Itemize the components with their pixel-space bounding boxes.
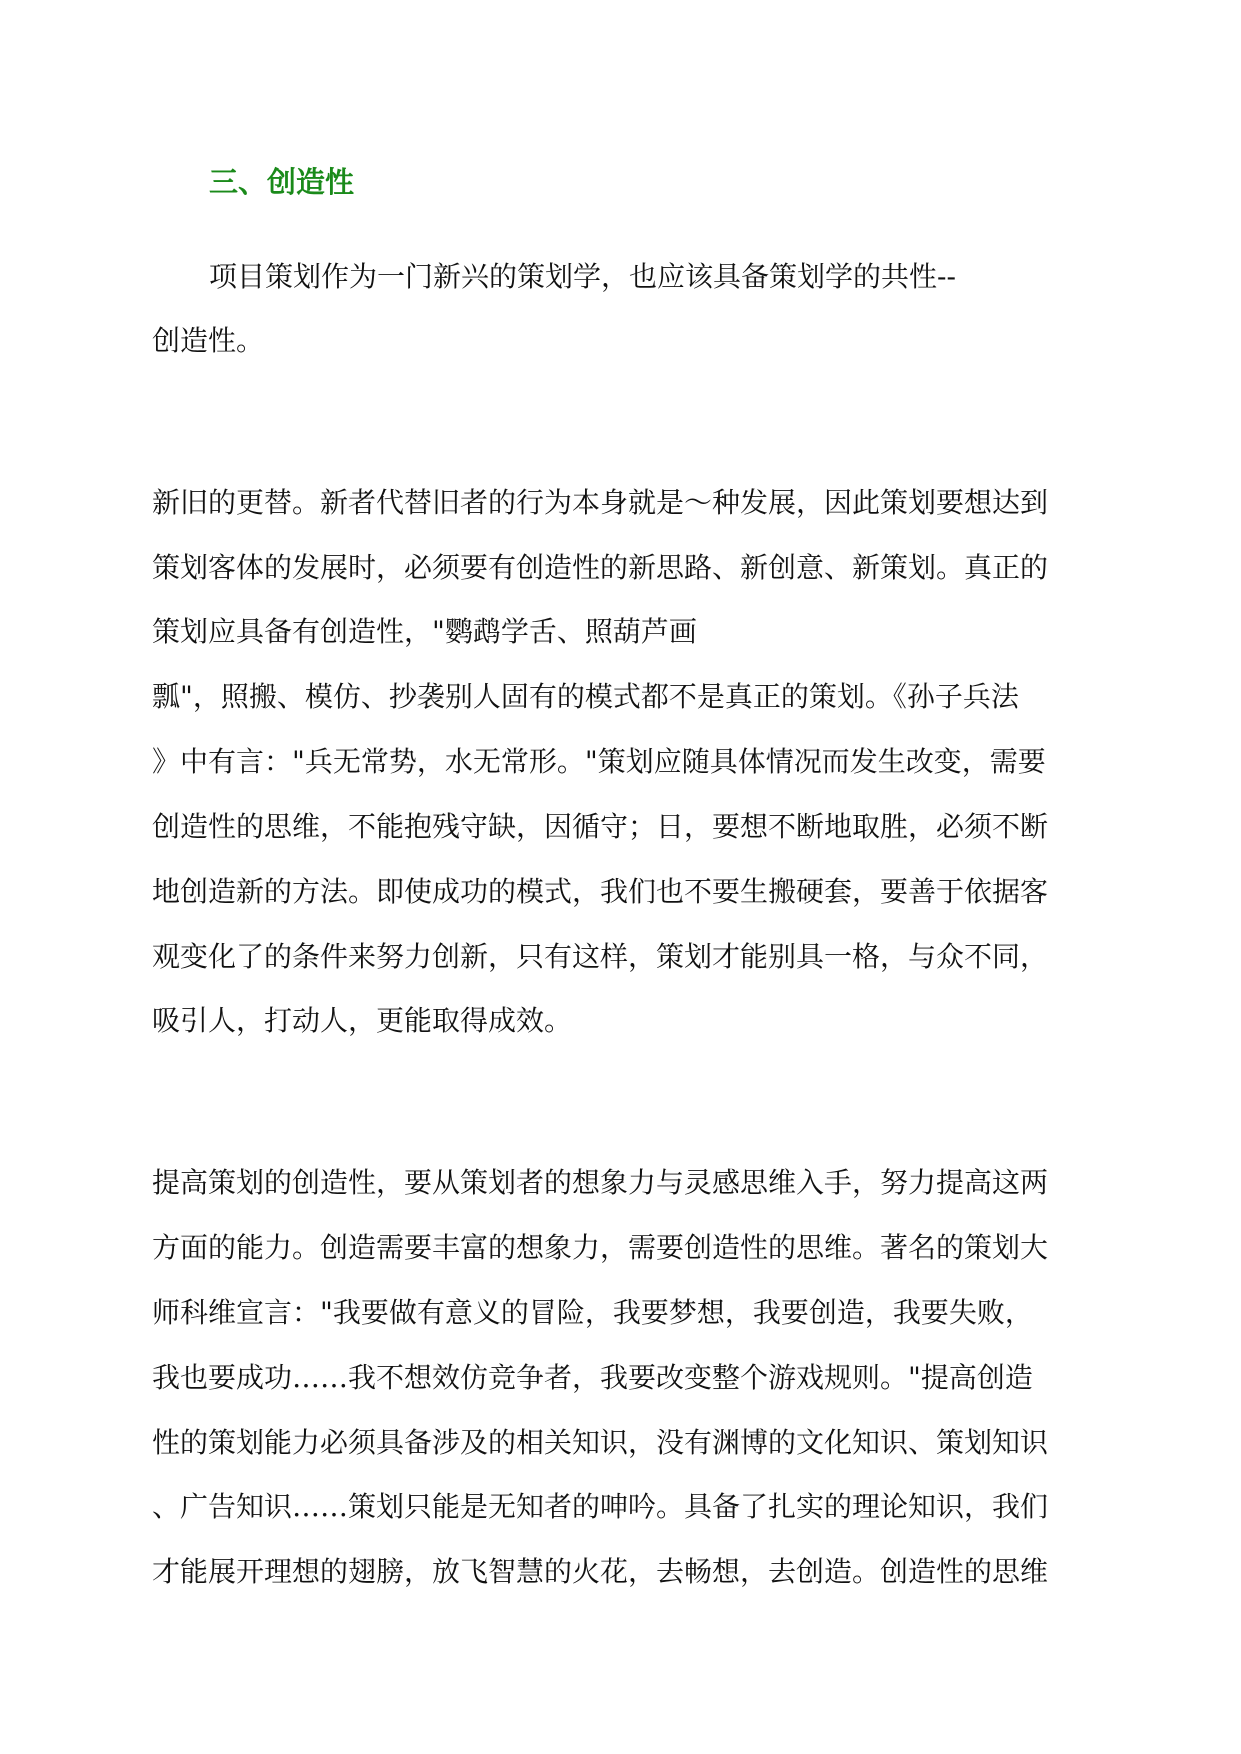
text-line: 地创造新的方法。即使成功的模式，我们也不要生搬硬套，要善于依据客 [152,875,1049,908]
text-line: 才能展开理想的翅膀，放飞智慧的火花，去畅想，去创造。创造性的思维 [152,1555,1049,1588]
text-line: 吸引人，打动人，更能取得成效。 [152,1004,573,1037]
text-line: 创造性。 [152,324,265,357]
text-line: 瓢"，照搬、模仿、抄袭别人固有的模式都不是真正的策划。《孙子兵法 [152,680,1019,713]
text-line: 项目策划作为一门新兴的策划学，也应该具备策划学的共性-- [209,260,956,293]
text-line: 提高策划的创造性，要从策划者的想象力与灵感思维入手，努力提高这两 [152,1166,1049,1199]
section-heading: 三、创造性 [209,165,355,199]
text-line: 性的策划能力必须具备涉及的相关知识，没有渊博的文化知识、策划知识 [152,1426,1049,1459]
text-line: 、广告知识……策划只能是无知者的呻吟。具备了扎实的理论知识，我们 [152,1490,1049,1523]
text-line: 我也要成功……我不想效仿竞争者，我要改变整个游戏规则。"提高创造 [152,1361,1033,1394]
text-line: 策划应具备有创造性，"鹦鹉学舌、照葫芦画 [152,615,697,648]
text-line: 》中有言："兵无常势，水无常形。"策划应随具体情况而发生改变，需要 [152,745,1046,778]
text-line: 策划客体的发展时，必须要有创造性的新思路、新创意、新策划。真正的 [152,551,1049,584]
text-line: 观变化了的条件来努力创新，只有这样，策划才能别具一格，与众不同， [152,940,1049,973]
text-line: 创造性的思维，不能抱残守缺，因循守；日，要想不断地取胜，必须不断 [152,810,1049,843]
text-line: 方面的能力。创造需要丰富的想象力，需要创造性的思维。著名的策划大 [152,1231,1049,1264]
text-line: 新旧的更替。新者代替旧者的行为本身就是～种发展，因此策划要想达到 [152,486,1049,519]
text-line: 师科维宣言："我要做有意义的冒险，我要梦想，我要创造，我要失败， [152,1296,1033,1329]
